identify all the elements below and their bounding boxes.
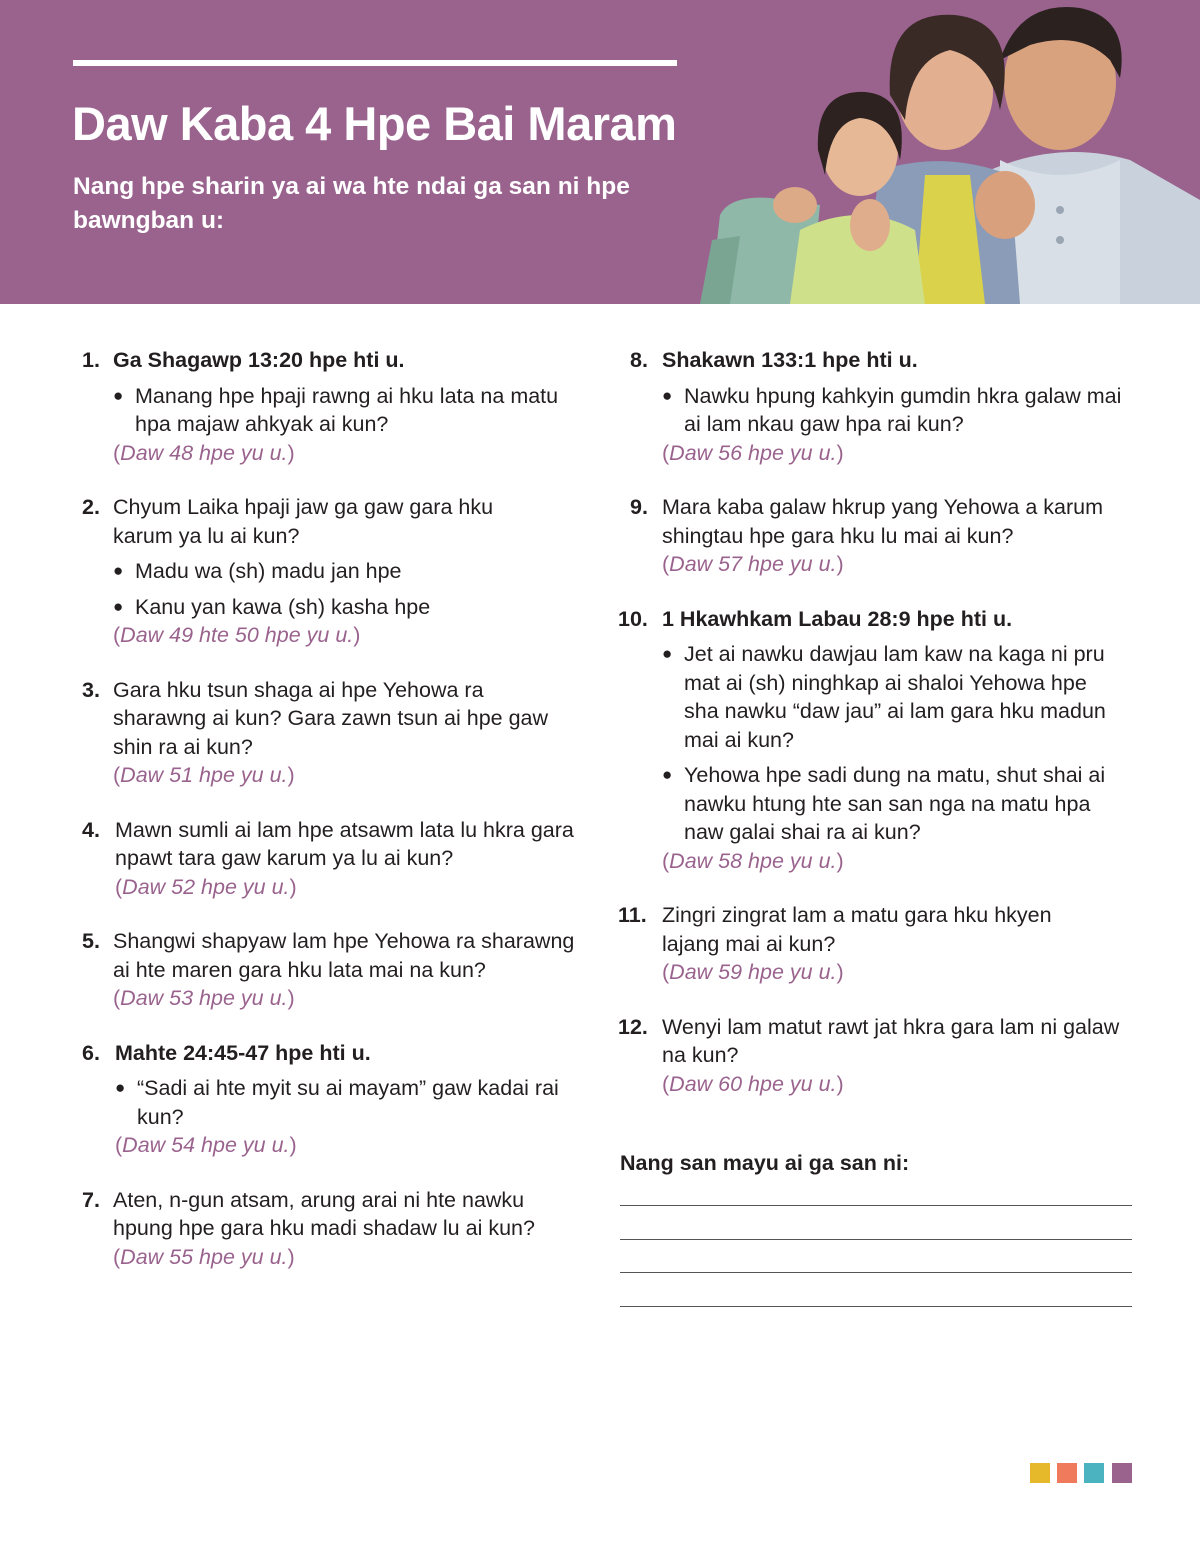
reference: (Daw 58 hpe yu u.)	[662, 848, 844, 873]
reference: (Daw 48 hpe yu u.)	[113, 440, 295, 465]
bullet-list	[113, 557, 592, 621]
reference: (Daw 53 hpe yu u.)	[113, 986, 295, 1010]
question-number: 11.	[618, 903, 647, 927]
bullet-item: ● Manang hpe hpaji rawng ai hku lata na matu hpa majaw ahkyak ai kun?	[113, 382, 592, 439]
bullet-icon: ●	[662, 644, 673, 663]
bullet-list	[662, 640, 1148, 847]
question-8	[618, 346, 1148, 467]
question-number: 10.	[618, 606, 648, 631]
bullet-icon: ●	[113, 561, 124, 580]
note-line[interactable]	[620, 1272, 1132, 1273]
question-text: Ga Shagawp 13:20 hpe hti u.	[113, 348, 405, 372]
question-text: Wenyi lam matut rawt jat hkra gara lam ni galaw na kun?	[662, 1014, 1120, 1067]
question-number: 5.	[82, 929, 100, 953]
reference: (Daw 59 hpe yu u.)	[662, 960, 844, 984]
bullet-item: ● Kanu yan kawa (sh) kasha hpe	[113, 593, 592, 622]
question-text: Shangwi shapyaw lam hpe Yehowa ra sharawng ai hte maren gara hku lata mai na kun?	[113, 929, 575, 982]
question-7	[82, 1186, 592, 1272]
color-swatch-purple	[1112, 1463, 1132, 1483]
reference: (Daw 60 hpe yu u.)	[662, 1071, 844, 1096]
question-text: Mahte 24:45-47 hpe hti u.	[115, 1040, 371, 1065]
question-3	[82, 676, 592, 790]
question-text: 1 Hkawhkam Labau 28:9 hpe hti u.	[662, 606, 1013, 631]
question-number: 3.	[82, 677, 100, 702]
bullet-icon: ●	[115, 1078, 126, 1097]
color-swatch-orange	[1057, 1463, 1077, 1483]
reference: (Daw 49 hte 50 hpe yu u.)	[113, 623, 361, 647]
question-number: 4.	[82, 817, 100, 842]
page-subtitle: Nang hpe sharin ya ai wa hte ndai ga san ni hpe bawngban u:	[73, 173, 630, 234]
question-text: Gara hku tsun shaga ai hpe Yehowa ra sharawng ai kun? Gara zawn tsun ai hpe gaw shin ra ai kun?	[113, 677, 549, 759]
family-praying-illustration	[700, 0, 1200, 304]
question-2	[82, 493, 592, 650]
bullet-icon: ●	[113, 385, 124, 405]
color-swatch-teal	[1084, 1463, 1104, 1483]
bullet-item: ● Nawku hpung kahkyin gumdin hkra galaw mai ai lam nkau gaw hpa rai kun?	[662, 382, 1148, 439]
question-number: 1.	[82, 348, 100, 372]
reference: (Daw 54 hpe yu u.)	[115, 1133, 297, 1157]
question-1	[82, 346, 592, 467]
note-line[interactable]	[620, 1306, 1132, 1307]
question-number: 2.	[82, 495, 100, 519]
question-9	[618, 493, 1148, 579]
question-text: Aten, n-gun atsam, arung arai ni hte nawku hpung hpe gara hku madi shadaw lu ai kun?	[113, 1187, 535, 1240]
question-text: Chyum Laika hpaji jaw ga gaw gara hku karum ya lu ai kun?	[113, 495, 494, 548]
question-11	[618, 901, 1148, 987]
questions-left-column	[82, 346, 592, 1271]
question-number: 8.	[630, 348, 648, 372]
bullet-list	[113, 382, 592, 439]
bullet-list	[662, 382, 1148, 439]
color-swatch-yellow	[1030, 1463, 1050, 1483]
header-banner	[0, 0, 1200, 304]
question-text: Zingri zingrat lam a matu gara hku hkyen lajang mai ai kun?	[662, 903, 1052, 956]
note-line[interactable]	[620, 1205, 1132, 1206]
reference: (Daw 55 hpe yu u.)	[113, 1244, 295, 1269]
notes-label: Nang san mayu ai ga san ni:	[620, 1151, 910, 1175]
bullet-icon: ●	[662, 385, 673, 405]
bullet-item: ● “Sadi ai hte myit su ai mayam” gaw kadai rai kun?	[115, 1074, 592, 1131]
question-6	[82, 1039, 592, 1160]
question-5	[82, 927, 592, 1013]
reference: (Daw 57 hpe yu u.)	[662, 552, 844, 576]
bullet-item: ● Yehowa hpe sadi dung na matu, shut shai ai nawku htung hte san san nga na matu hpa naw galai shai ra ai kun?	[662, 761, 1148, 847]
header-rule	[73, 60, 677, 66]
question-number: 6.	[82, 1040, 100, 1065]
questions-right-column	[618, 346, 1148, 1098]
page-title: Daw Kaba 4 Hpe Bai Maram	[72, 97, 677, 150]
bullet-item: ● Jet ai nawku dawjau lam kaw na kaga ni pru mat ai (sh) ninghkap ai shaloi Yehowa hpe sha nawku “daw jau” ai lam gara hku madun mai ai kun?	[662, 640, 1148, 754]
bullet-icon: ●	[662, 765, 673, 784]
reference: (Daw 56 hpe yu u.)	[662, 440, 844, 465]
question-number: 12.	[618, 1014, 648, 1039]
question-4	[82, 816, 592, 902]
question-text: Shakawn 133:1 hpe hti u.	[662, 348, 918, 372]
question-number: 9.	[630, 495, 648, 519]
reference: (Daw 52 hpe yu u.)	[115, 874, 297, 899]
question-text: Mawn sumli ai lam hpe atsawm lata lu hkra gara npawt tara gaw karum ya lu ai kun?	[115, 817, 574, 870]
bullet-item: ● Madu wa (sh) madu jan hpe	[113, 557, 592, 586]
question-text: Mara kaba galaw hkrup yang Yehowa a karum shingtau hpe gara hku lu mai ai kun?	[662, 495, 1104, 548]
question-10	[618, 605, 1148, 876]
bullet-list	[115, 1074, 592, 1131]
question-number: 7.	[82, 1187, 100, 1212]
note-line[interactable]	[620, 1239, 1132, 1240]
reference: (Daw 51 hpe yu u.)	[113, 763, 295, 787]
bullet-icon: ●	[113, 596, 124, 616]
question-12	[618, 1013, 1148, 1099]
